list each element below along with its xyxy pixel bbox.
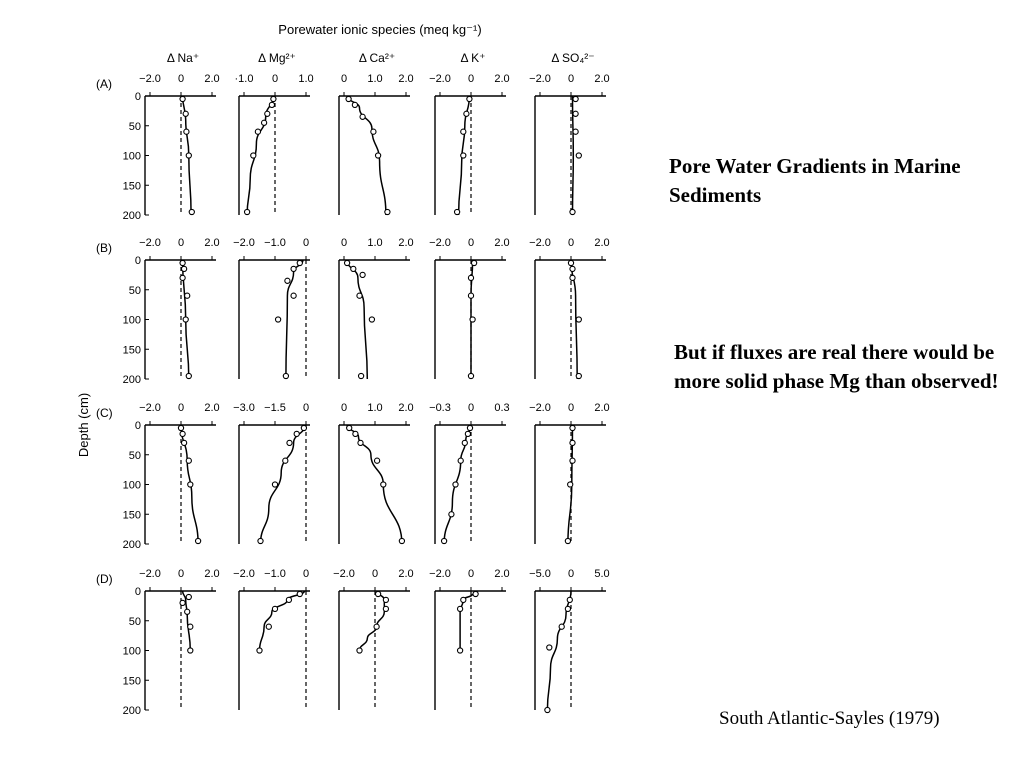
data-point <box>258 538 263 543</box>
x-tick-label: −2.0 <box>139 402 161 414</box>
data-point <box>473 591 478 596</box>
data-point <box>570 209 575 214</box>
data-point <box>351 266 356 271</box>
x-tick-label: 0 <box>567 73 575 85</box>
x-tick-label: 2.0 <box>494 73 510 85</box>
data-point <box>186 153 191 158</box>
depth-tick-label: 50 <box>128 284 141 297</box>
profile-panel <box>233 237 310 379</box>
x-tick-label: 2.0 <box>494 237 510 249</box>
data-point <box>570 275 575 280</box>
data-point <box>271 96 276 101</box>
data-point <box>291 293 296 298</box>
depth-tick-label: 100 <box>122 150 141 163</box>
data-point <box>188 482 193 487</box>
x-tick-label: −2.0 <box>529 237 551 249</box>
x-tick-label: 0 <box>177 73 185 85</box>
x-tick-label: 0 <box>177 402 185 414</box>
profile-panel <box>333 568 414 710</box>
x-tick-label: 0 <box>467 402 475 414</box>
x-tick-label: −0.3 <box>429 402 451 414</box>
data-point <box>345 260 350 265</box>
data-point <box>357 293 362 298</box>
profile-panel <box>139 402 220 544</box>
x-tick-label: 0 <box>302 402 310 414</box>
data-point <box>573 129 578 134</box>
data-point <box>576 373 581 378</box>
depth-tick-label: 100 <box>122 479 141 492</box>
x-tick-label: 2.0 <box>204 73 220 85</box>
profile-panel <box>235 73 314 215</box>
data-point <box>570 266 575 271</box>
species-header: Δ SO₄²⁻ <box>551 51 595 65</box>
depth-tick-label: 200 <box>122 705 141 717</box>
depth-tick-label: 150 <box>122 509 141 522</box>
data-point <box>276 317 281 322</box>
x-tick-label: 0.3 <box>494 402 510 414</box>
data-point <box>184 129 189 134</box>
data-point <box>185 609 190 614</box>
data-point <box>468 373 473 378</box>
data-point <box>461 153 466 158</box>
data-point <box>567 597 572 602</box>
data-point <box>269 102 274 107</box>
data-point <box>470 317 475 322</box>
data-point <box>369 317 374 322</box>
data-point <box>472 260 477 265</box>
depth-tick-label: 0 <box>134 91 141 103</box>
x-tick-label: −2.0 <box>429 73 451 85</box>
x-tick-label: 2.0 <box>398 402 414 414</box>
data-point <box>375 458 380 463</box>
data-point <box>358 440 363 445</box>
data-point <box>180 96 185 101</box>
profile-grid <box>96 73 610 717</box>
profile-panel <box>139 568 220 710</box>
profile-panel <box>139 237 220 379</box>
profile-curve <box>261 425 306 544</box>
data-point <box>262 120 267 125</box>
data-point <box>360 114 365 119</box>
data-point <box>294 431 299 436</box>
x-tick-label: 0 <box>467 73 475 85</box>
profile-panel <box>339 237 414 379</box>
data-point <box>283 373 288 378</box>
data-point <box>573 96 578 101</box>
profile-panel <box>529 402 610 544</box>
data-point <box>468 275 473 280</box>
depth-tick-label: 150 <box>122 180 141 193</box>
x-tick-label: 0 <box>467 568 475 580</box>
data-point <box>565 538 570 543</box>
depth-tick-label: 200 <box>122 374 141 386</box>
x-tick-label: 2.0 <box>594 402 610 414</box>
profile-panel <box>429 402 510 544</box>
data-point <box>357 648 362 653</box>
data-point <box>189 209 194 214</box>
x-tick-label: 0 <box>340 73 348 85</box>
row-label: (B) <box>96 241 112 255</box>
data-point <box>381 482 386 487</box>
data-point <box>462 440 467 445</box>
x-tick-label: 0 <box>371 568 379 580</box>
y-axis-label: Depth (cm) <box>76 392 91 458</box>
data-point <box>180 600 185 605</box>
x-tick-label: 0 <box>302 237 310 249</box>
data-point <box>291 266 296 271</box>
data-point <box>360 272 365 277</box>
data-point <box>183 317 188 322</box>
x-tick-label: −1.5 <box>264 402 286 414</box>
data-point <box>257 648 262 653</box>
depth-tick-label: 150 <box>122 344 141 357</box>
data-point <box>458 648 463 653</box>
data-point <box>180 431 185 436</box>
data-point <box>183 111 188 116</box>
species-header-row <box>167 51 595 65</box>
data-point <box>453 482 458 487</box>
x-tick-label: 0 <box>567 237 575 249</box>
data-point <box>283 458 288 463</box>
x-tick-label: 2.0 <box>204 237 220 249</box>
x-tick-label: 1.0 <box>367 237 383 249</box>
data-point <box>383 606 388 611</box>
data-point <box>376 591 381 596</box>
x-tick-label: −3.0 <box>233 402 255 414</box>
data-point <box>399 538 404 543</box>
data-point <box>186 458 191 463</box>
data-point <box>385 209 390 214</box>
data-point <box>371 129 376 134</box>
data-point <box>467 96 472 101</box>
profile-row <box>96 402 610 551</box>
data-point <box>559 624 564 629</box>
data-point <box>346 96 351 101</box>
data-point <box>458 458 463 463</box>
data-point <box>568 260 573 265</box>
data-point <box>376 153 381 158</box>
depth-tick-label: 50 <box>128 120 141 133</box>
data-point <box>285 278 290 283</box>
data-point <box>251 153 256 158</box>
data-point <box>180 275 185 280</box>
profile-panel <box>339 402 414 544</box>
x-tick-label: −5.0 <box>529 568 551 580</box>
slide-heading: Pore Water Gradients in Marine Sediments <box>669 154 961 207</box>
data-point <box>576 317 581 322</box>
data-point <box>545 707 550 712</box>
data-point <box>255 129 260 134</box>
x-tick-label: −2.0 <box>529 402 551 414</box>
depth-tick-label: 50 <box>128 449 141 462</box>
depth-tick-label: 100 <box>122 314 141 327</box>
x-tick-label: −2.0 <box>333 568 355 580</box>
data-point <box>383 597 388 602</box>
depth-tick-label: 200 <box>122 210 141 222</box>
data-point <box>178 425 183 430</box>
x-tick-label: 0 <box>567 402 575 414</box>
x-tick-label: 0 <box>271 73 279 85</box>
profile-panel <box>429 568 510 710</box>
data-point <box>272 606 277 611</box>
x-tick-label: 2.0 <box>594 237 610 249</box>
profile-row <box>96 73 610 222</box>
data-point <box>196 538 201 543</box>
data-point <box>297 260 302 265</box>
data-point <box>461 597 466 602</box>
x-tick-label: 0 <box>177 237 185 249</box>
data-point <box>265 111 270 116</box>
depth-tick-label: 150 <box>122 675 141 688</box>
x-tick-label: −2.0 <box>429 568 451 580</box>
x-tick-label: −1.0 <box>264 237 286 249</box>
depth-tick-label: 50 <box>128 615 141 628</box>
data-point <box>568 482 573 487</box>
x-tick-label: 2.0 <box>204 402 220 414</box>
data-point <box>442 538 447 543</box>
profile-panel <box>529 73 610 215</box>
row-label: (A) <box>96 77 112 91</box>
data-point <box>465 431 470 436</box>
x-tick-label: 2.0 <box>398 73 414 85</box>
data-point <box>245 209 250 214</box>
profile-panel <box>429 237 510 379</box>
x-tick-label: 2.0 <box>594 73 610 85</box>
x-tick-label: 0 <box>177 568 185 580</box>
profile-panel <box>139 73 220 215</box>
profile-panel <box>339 73 414 215</box>
data-point <box>286 597 291 602</box>
data-point <box>182 266 187 271</box>
x-tick-label: 1.0 <box>298 73 314 85</box>
x-tick-label: 5.0 <box>594 568 610 580</box>
x-tick-label: 0 <box>467 237 475 249</box>
data-point <box>468 293 473 298</box>
data-point <box>188 624 193 629</box>
data-point <box>359 373 364 378</box>
depth-tick-label: 100 <box>122 645 141 658</box>
depth-tick-label: 0 <box>134 586 141 598</box>
data-point <box>467 425 472 430</box>
profile-panel <box>529 568 610 713</box>
data-point <box>570 440 575 445</box>
data-point <box>458 606 463 611</box>
profile-panel <box>429 73 510 215</box>
x-tick-label: −1.0 <box>264 568 286 580</box>
x-tick-label: ·1.0 <box>234 73 254 85</box>
profile-row <box>96 237 610 386</box>
data-point <box>352 102 357 107</box>
depth-tick-label: 0 <box>134 420 141 432</box>
data-point <box>347 425 352 430</box>
profile-curve <box>347 425 402 544</box>
x-tick-label: 2.0 <box>204 568 220 580</box>
profile-curve <box>260 591 305 651</box>
x-tick-label: 1.0 <box>367 402 383 414</box>
data-point <box>573 111 578 116</box>
x-tick-label: −2.0 <box>529 73 551 85</box>
x-tick-label: 2.0 <box>494 568 510 580</box>
x-tick-label: −2.0 <box>139 568 161 580</box>
x-tick-label: −2.0 <box>139 237 161 249</box>
figure-title: Porewater ionic species (meq kg⁻¹) <box>278 22 482 37</box>
x-tick-label: −2.0 <box>429 237 451 249</box>
data-point <box>570 425 575 430</box>
data-point <box>353 431 358 436</box>
data-point <box>180 260 185 265</box>
data-point <box>547 645 552 650</box>
x-tick-label: 0 <box>302 568 310 580</box>
profile-panel <box>233 568 310 710</box>
data-point <box>455 209 460 214</box>
x-tick-label: 0 <box>340 402 348 414</box>
profile-panel <box>529 237 610 379</box>
x-tick-label: 2.0 <box>398 237 414 249</box>
data-point <box>301 425 306 430</box>
data-point <box>576 153 581 158</box>
species-header: Δ Ca²⁺ <box>358 51 396 65</box>
x-tick-label: −2.0 <box>233 237 255 249</box>
slide-body-text: But if fluxes are real there would be more solid phase Mg than observed! <box>674 340 999 393</box>
data-point <box>272 482 277 487</box>
x-tick-label: 0 <box>567 568 575 580</box>
data-point <box>182 440 187 445</box>
data-point <box>449 512 454 517</box>
row-label: (D) <box>96 572 113 586</box>
x-tick-label: 0 <box>340 237 348 249</box>
profile-panel <box>233 402 310 544</box>
profile-row <box>96 568 610 717</box>
x-tick-label: 2.0 <box>398 568 414 580</box>
data-point <box>464 111 469 116</box>
depth-tick-label: 200 <box>122 539 141 551</box>
profile-curve <box>347 260 367 379</box>
data-point <box>570 458 575 463</box>
data-point <box>266 624 271 629</box>
data-point <box>188 648 193 653</box>
data-point <box>186 373 191 378</box>
data-point <box>186 594 191 599</box>
source-credit: South Atlantic-Sayles (1979) <box>719 708 940 729</box>
x-tick-label: 1.0 <box>367 73 383 85</box>
species-header: Δ Mg²⁺ <box>258 51 296 65</box>
x-tick-label: −2.0 <box>139 73 161 85</box>
data-point <box>461 129 466 134</box>
data-point <box>374 624 379 629</box>
data-point <box>185 293 190 298</box>
x-tick-label: −2.0 <box>233 568 255 580</box>
species-header: Δ K⁺ <box>460 51 486 65</box>
row-label: (C) <box>96 406 113 420</box>
data-point <box>297 591 302 596</box>
profile-curve <box>360 591 385 651</box>
species-header: Δ Na⁺ <box>166 51 200 65</box>
depth-tick-label: 0 <box>134 255 141 267</box>
data-point <box>287 440 292 445</box>
data-point <box>565 606 570 611</box>
